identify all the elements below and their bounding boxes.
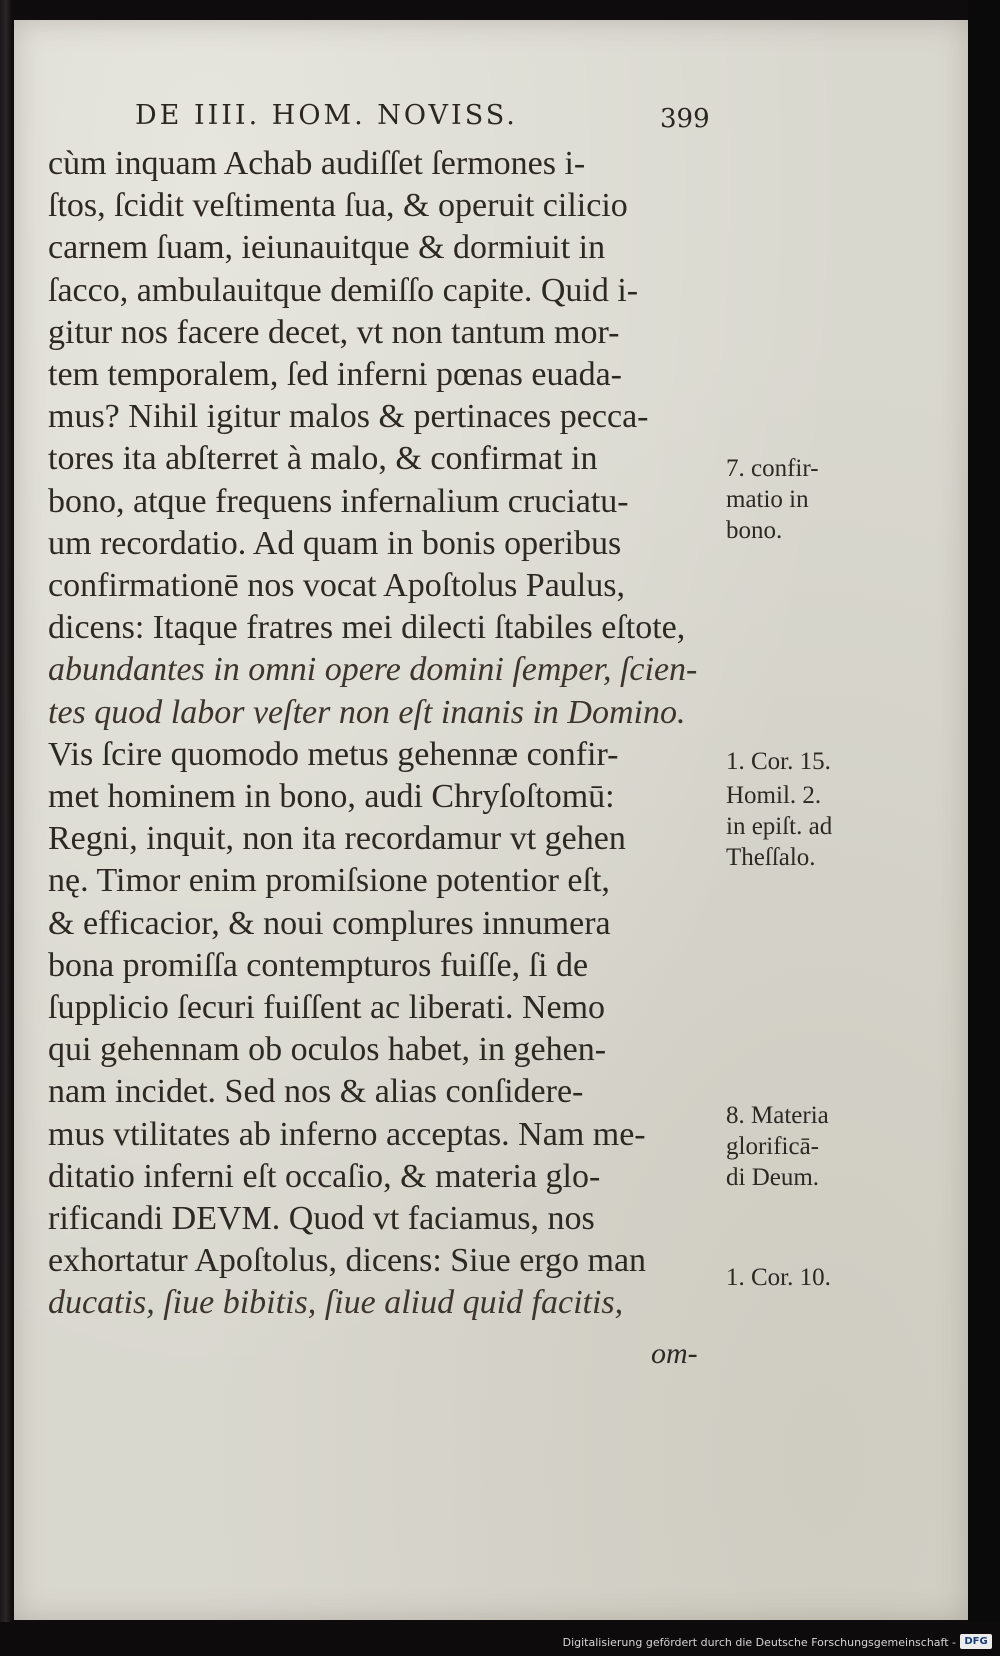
text-line: dicens: Itaque fratres mei dilecti ſtabiles eſtote, [48,609,686,647]
funding-credit: Digitalisierung gefördert durch die Deutsche Forschungsgemeinschaft - [562,1636,956,1649]
marginal-reference [726,746,866,777]
dfg-logo: DFG [960,1634,992,1649]
text-line: mus? Nihil igitur malos & pertinaces pecca- [48,398,649,436]
text-line: bona promiſſa contempturos fuiſſe, ſi de [48,946,589,984]
text-line: & efficacior, & noui complures innumera [48,904,611,942]
text-line: tores ita abſterret à malo, & confirmat in [48,440,598,478]
text-line: cùm inquam Achab audiſſet ſermones i- [48,145,586,182]
marginal-note-line: matio in [726,486,809,513]
running-head: DE IIII. HOM. NOVISS. [135,100,518,131]
text-line: ditatio inferni eſt occaſio, & materia glo- [48,1157,601,1195]
scan-edge [968,0,1000,1656]
text-line: nę. Timor enim promiſsione potentior eſt, [48,862,610,900]
text-line: tem temporalem, ſed inferni pœnas euada- [48,356,622,394]
marginal-note [726,453,866,546]
quotation-line: ducatis, ſiue bibitis, ſiue aliud quid facitis, [48,1284,624,1322]
marginal-note-line: 7. confir- [726,455,819,482]
text-line: confirmationē nos vocat Apoſtolus Paulus, [48,567,625,605]
marginal-note-line: in epiſt. ad [726,813,833,840]
text-line: bono, atque frequens infernalium cruciatu- [48,482,629,520]
marginal-reference [726,780,866,873]
marginal-note-line: 1. Cor. 10. [726,1264,831,1291]
marginal-note-line: Homil. 2. [726,782,822,809]
text-line: Vis ſcire quomodo metus gehennæ confir- [48,735,619,773]
body-text [48,143,728,1325]
text-line: qui gehennam ob oculos habet, in gehen- [48,1031,607,1069]
marginal-note [726,1100,866,1193]
marginal-note-line: Theſſalo. [726,844,816,871]
marginal-note-line: bono. [726,517,783,544]
text-line: mus vtilitates ab inferno acceptas. Nam me- [48,1115,646,1153]
marginal-note-line: 8. Materia [726,1102,829,1129]
text-line: gitur nos facere decet, vt non tantum mor- [48,313,620,351]
text-line: met hominem in bono, audi Chryſoſtomū: [48,778,615,816]
marginal-note-line: glorificā- [726,1133,820,1160]
marginal-note-line: 1. Cor. 15. [726,748,831,775]
text-line: um recordatio. Ad quam in bonis operibus [48,524,622,562]
quotation-line: abundantes in omni opere domini ſemper, ſcien- [48,651,698,689]
quotation-line: tes quod labor veſter non eſt inanis in Domino. [48,693,686,731]
marginal-reference [726,1262,866,1293]
marginal-note-line: di Deum. [726,1164,820,1191]
text-line: exhortatur Apoſtolus, dicens: Siue ergo man [48,1242,647,1280]
text-line: ſupplicio ſecuri fuiſſent ac liberati. Nemo [48,989,606,1027]
text-line: carnem ſuam, ieiunauitque & dormiuit in [48,229,606,267]
catchword: om- [651,1337,698,1370]
text-line: nam incidet. Sed nos & alias conſidere- [48,1073,584,1111]
text-line: rificandi DEVM. Quod vt faciamus, nos [48,1200,595,1238]
text-line: ſtos, ſcidit veſtimenta ſua, & operuit cilicio [48,187,628,225]
page-number: 399 [660,104,710,134]
text-line: Regni, inquit, non ita recordamur vt gehen [48,820,626,858]
text-line: ſacco, ambulauitque demiſſo capite. Quid i- [48,271,639,309]
